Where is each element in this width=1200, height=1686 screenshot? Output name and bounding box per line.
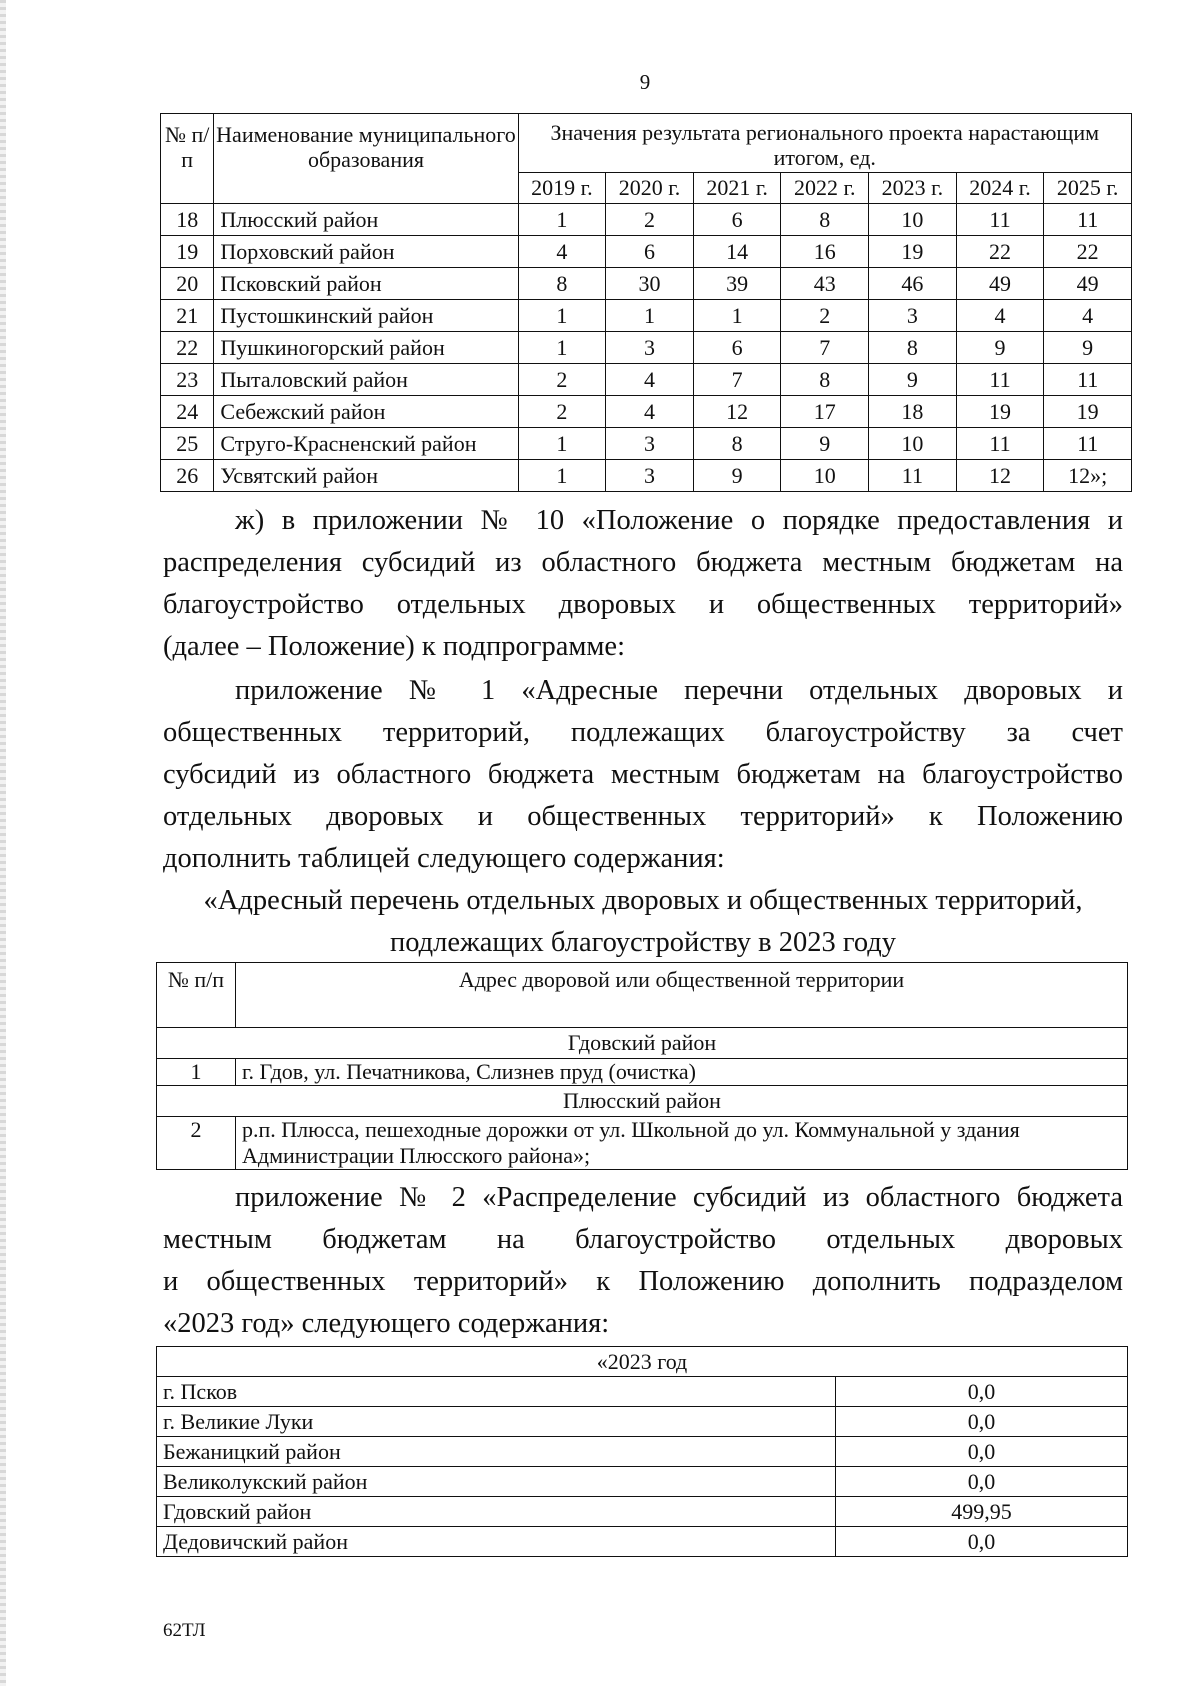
year-value: 10 bbox=[781, 460, 869, 492]
year-value: 11 bbox=[1044, 204, 1132, 236]
section-title: Гдовский район bbox=[157, 1028, 1128, 1059]
year-value: 11 bbox=[956, 428, 1044, 460]
table-row bbox=[157, 1437, 1128, 1467]
year-value: 4 bbox=[606, 396, 694, 428]
table-caption bbox=[163, 880, 1123, 964]
year-value: 16 bbox=[781, 236, 869, 268]
municipality-name: Плюсский район bbox=[214, 204, 518, 236]
year-value: 22 bbox=[956, 236, 1044, 268]
table-row bbox=[161, 300, 1132, 332]
year-value: 4 bbox=[518, 236, 606, 268]
scan-edge bbox=[0, 0, 6, 1686]
year-value: 1 bbox=[693, 300, 781, 332]
address-table bbox=[156, 962, 1128, 1170]
paragraph-line: отдельных дворовых и общественных территорий» к Положению bbox=[163, 801, 1123, 832]
row-number: 21 bbox=[161, 300, 214, 332]
municipality-name: г. Великие Луки bbox=[157, 1407, 836, 1437]
year-value: 14 bbox=[693, 236, 781, 268]
table-row bbox=[157, 1407, 1128, 1437]
paragraph-line: и общественных территорий» к Положению дополнить подразделом bbox=[163, 1266, 1123, 1297]
year-value: 19 bbox=[1044, 396, 1132, 428]
paragraph-line: (далее – Положение) к подпрограмме: bbox=[163, 631, 625, 662]
year-value: 11 bbox=[869, 460, 957, 492]
year-value: 2 bbox=[518, 396, 606, 428]
municipality-name: Пушкиногорский район bbox=[214, 332, 518, 364]
paragraph-line: ж) в приложении № 10 «Положение о порядке предоставления и bbox=[235, 505, 1123, 536]
table-row bbox=[157, 1117, 1128, 1170]
year-value: 8 bbox=[518, 268, 606, 300]
municipality-name: Усвятский район bbox=[214, 460, 518, 492]
table-row bbox=[161, 364, 1132, 396]
year-value: 6 bbox=[606, 236, 694, 268]
municipality-name: Пустошкинский район bbox=[214, 300, 518, 332]
table-row bbox=[157, 1059, 1128, 1086]
year-value: 1 bbox=[606, 300, 694, 332]
year-value: 1 bbox=[518, 460, 606, 492]
year-value: 6 bbox=[693, 204, 781, 236]
year-value: 2 bbox=[518, 364, 606, 396]
paragraph-line: субсидий из областного бюджета местным бюджетам на благоустройство bbox=[163, 759, 1123, 790]
year-value: 1 bbox=[518, 204, 606, 236]
year-value: 10 bbox=[869, 428, 957, 460]
header-address: Адрес дворовой или общественной территории bbox=[236, 963, 1128, 1028]
header-year: 2024 г. bbox=[956, 173, 1044, 204]
caption-line: «Адресный перечень отдельных дворовых и общественных территорий, bbox=[203, 885, 1083, 916]
table-row bbox=[161, 428, 1132, 460]
municipality-name: Псковский район bbox=[214, 268, 518, 300]
header-num: № п/п bbox=[157, 963, 236, 1028]
municipality-name: Бежаницкий район bbox=[157, 1437, 836, 1467]
row-number: 25 bbox=[161, 428, 214, 460]
subsidy-table bbox=[156, 1346, 1128, 1557]
municipality-name: Порховский район bbox=[214, 236, 518, 268]
year-value: 8 bbox=[693, 428, 781, 460]
year-value: 1 bbox=[518, 300, 606, 332]
territory-address: г. Гдов, ул. Печатникова, Слизнев пруд (очистка) bbox=[236, 1059, 1128, 1086]
year-value: 11 bbox=[1044, 364, 1132, 396]
subsidy-value: 0,0 bbox=[836, 1377, 1128, 1407]
paragraph-line: приложение № 1 «Адресные перечни отдельных дворовых и bbox=[235, 675, 1123, 706]
year-value: 30 bbox=[606, 268, 694, 300]
header-year: 2023 г. bbox=[869, 173, 957, 204]
header-num: № п/п bbox=[161, 114, 214, 204]
year-value: 3 bbox=[869, 300, 957, 332]
year-value: 9 bbox=[1044, 332, 1132, 364]
year-value: 18 bbox=[869, 396, 957, 428]
caption-line: подлежащих благоустройству в 2023 году bbox=[389, 927, 897, 958]
year-value: 4 bbox=[606, 364, 694, 396]
paragraph-line: распределения субсидий из областного бюджета местным бюджетам на bbox=[163, 547, 1123, 578]
subsidy-table-title: «2023 год bbox=[157, 1347, 1128, 1377]
year-value: 1 bbox=[518, 332, 606, 364]
table-row bbox=[157, 1467, 1128, 1497]
table-row bbox=[157, 1377, 1128, 1407]
table-row bbox=[161, 268, 1132, 300]
year-value: 9 bbox=[781, 428, 869, 460]
header-year: 2021 г. bbox=[693, 173, 781, 204]
header-year: 2025 г. bbox=[1044, 173, 1132, 204]
subsidy-value: 0,0 bbox=[836, 1407, 1128, 1437]
year-value: 8 bbox=[869, 332, 957, 364]
paragraph-line: благоустройство отдельных дворовых и общественных территорий» bbox=[163, 589, 1123, 620]
year-value: 6 bbox=[693, 332, 781, 364]
table-row bbox=[161, 332, 1132, 364]
row-number: 23 bbox=[161, 364, 214, 396]
paragraph-line: «2023 год» следующего содержания: bbox=[163, 1308, 610, 1339]
year-value: 7 bbox=[781, 332, 869, 364]
row-number: 22 bbox=[161, 332, 214, 364]
year-value: 43 bbox=[781, 268, 869, 300]
municipality-name: Себежский район bbox=[214, 396, 518, 428]
year-value: 12 bbox=[956, 460, 1044, 492]
header-name: Наименование муниципального образования bbox=[214, 114, 518, 204]
year-value: 49 bbox=[956, 268, 1044, 300]
municipality-name: Пыталовский район bbox=[214, 364, 518, 396]
year-value: 11 bbox=[956, 364, 1044, 396]
paragraph-zh bbox=[163, 500, 1123, 668]
municipality-name: г. Псков bbox=[157, 1377, 836, 1407]
year-value: 9 bbox=[693, 460, 781, 492]
row-number: 1 bbox=[157, 1059, 236, 1086]
year-value: 19 bbox=[869, 236, 957, 268]
year-value: 11 bbox=[956, 204, 1044, 236]
header-year: 2020 г. bbox=[606, 173, 694, 204]
subsidy-value: 0,0 bbox=[836, 1437, 1128, 1467]
municipality-name: Гдовский район bbox=[157, 1497, 836, 1527]
table-row bbox=[157, 1527, 1128, 1557]
row-number: 2 bbox=[157, 1117, 236, 1170]
year-value: 10 bbox=[869, 204, 957, 236]
table-row bbox=[161, 460, 1132, 492]
year-value: 39 bbox=[693, 268, 781, 300]
year-value: 1 bbox=[518, 428, 606, 460]
year-value: 8 bbox=[781, 204, 869, 236]
year-value: 4 bbox=[956, 300, 1044, 332]
table-row bbox=[161, 236, 1132, 268]
table-row bbox=[157, 1497, 1128, 1527]
year-value: 7 bbox=[693, 364, 781, 396]
year-value: 12»; bbox=[1044, 460, 1132, 492]
paragraph-line: общественных территорий, подлежащих благоустройству за счет bbox=[163, 717, 1123, 748]
territory-address: р.п. Плюсса, пешеходные дорожки от ул. Школьной до ул. Коммунальной у здания Администрации Плюсского района»; bbox=[236, 1117, 1128, 1170]
municipality-name: Великолукский район bbox=[157, 1467, 836, 1497]
subsidy-value: 0,0 bbox=[836, 1527, 1128, 1557]
year-value: 49 bbox=[1044, 268, 1132, 300]
year-value: 3 bbox=[606, 428, 694, 460]
footer-code: 62ТЛ bbox=[163, 1620, 206, 1641]
row-number: 24 bbox=[161, 396, 214, 428]
year-value: 8 bbox=[781, 364, 869, 396]
paragraph-line: дополнить таблицей следующего содержания: bbox=[163, 843, 725, 874]
year-value: 9 bbox=[956, 332, 1044, 364]
year-value: 4 bbox=[1044, 300, 1132, 332]
subsidy-value: 499,95 bbox=[836, 1497, 1128, 1527]
year-value: 22 bbox=[1044, 236, 1132, 268]
row-number: 18 bbox=[161, 204, 214, 236]
year-value: 12 bbox=[693, 396, 781, 428]
paragraph-appendix-1 bbox=[163, 670, 1123, 880]
header-year: 2019 г. bbox=[518, 173, 606, 204]
table-row bbox=[161, 204, 1132, 236]
year-value: 3 bbox=[606, 460, 694, 492]
row-number: 26 bbox=[161, 460, 214, 492]
page-number: 9 bbox=[639, 70, 651, 94]
table-row bbox=[161, 396, 1132, 428]
results-table bbox=[160, 113, 1132, 492]
year-value: 9 bbox=[869, 364, 957, 396]
municipality-name: Струго-Красненский район bbox=[214, 428, 518, 460]
year-value: 19 bbox=[956, 396, 1044, 428]
row-number: 19 bbox=[161, 236, 214, 268]
header-year: 2022 г. bbox=[781, 173, 869, 204]
year-value: 17 bbox=[781, 396, 869, 428]
municipality-name: Дедовичский район bbox=[157, 1527, 836, 1557]
paragraph-line: местным бюджетам на благоустройство отдельных дворовых bbox=[163, 1224, 1123, 1255]
paragraph-appendix-2 bbox=[163, 1177, 1123, 1345]
year-value: 2 bbox=[781, 300, 869, 332]
year-value: 3 bbox=[606, 332, 694, 364]
paragraph-line: приложение № 2 «Распределение субсидий из областного бюджета bbox=[235, 1182, 1123, 1213]
subsidy-value: 0,0 bbox=[836, 1467, 1128, 1497]
row-number: 20 bbox=[161, 268, 214, 300]
year-value: 11 bbox=[1044, 428, 1132, 460]
header-group: Значения результата регионального проекта нарастающим итогом, ед. bbox=[518, 114, 1131, 173]
year-value: 2 bbox=[606, 204, 694, 236]
year-value: 46 bbox=[869, 268, 957, 300]
section-title: Плюсский район bbox=[157, 1086, 1128, 1117]
